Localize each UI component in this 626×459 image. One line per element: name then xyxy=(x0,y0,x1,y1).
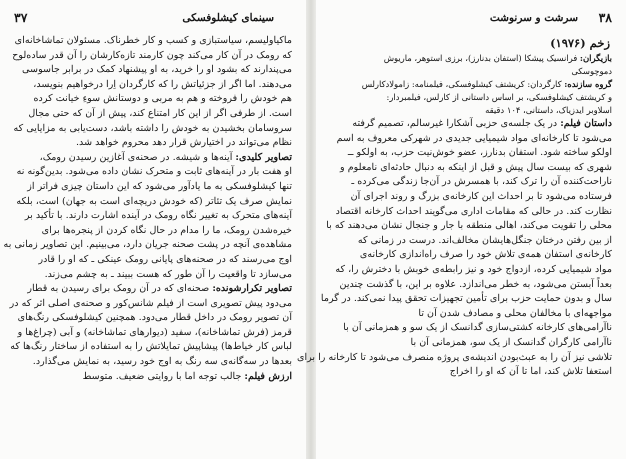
text-line: نمایش صرف یک تئاتر (که خودش دریچه‌ای است به جهان) است، بلکه xyxy=(16,195,292,207)
text-line: مواد شیمیایی کرده، ازدواج خود و نیز رابطه‌ی خوبش با دخترش را، که xyxy=(335,263,612,275)
credit-line: و کریشتف کیشلوفسکی، بر اساس داستانی از کارلس، فیلمبردار: xyxy=(386,92,612,102)
text-line: قرمز (فرش تماشاخانه)، سفید (دیوارهای تماشاخانه) و آبی (چراغ‌ها و xyxy=(17,326,292,338)
text-line: بعدها در سه‌گانه‌ی سه رنگ به اوج خود رسید، به نمایش می‌گذارد. xyxy=(32,356,292,368)
text-line: آن تصویر رومک در داخل قطار می‌دود. همچنین کیشلوفسکی رنگ‌های xyxy=(17,312,292,324)
text-line: می‌پندارند که بشود او را خرید، به او پیشنهاد کمک در برابر جاسوسی xyxy=(22,64,292,76)
text-line: ناراحت‌کننده آن را ترک کند، با همسرش در آن‌جا زندگی می‌کرده ـ xyxy=(351,176,612,188)
book-gutter xyxy=(306,0,316,459)
text-line: سال و بدون حمایت حزب برای تأمین تجهیزات تحقق پیدا نمی‌کند. در گرما xyxy=(320,293,612,305)
text-line: ناآرامی‌های کارخانه کشتی‌سازی گدانسک از یک سو و همزمانی آن با xyxy=(343,322,612,334)
text-line: هم خودش را فروخته و هم به مربی و دوستانش سوءِ خیانت کرده xyxy=(33,93,292,105)
running-title: سرشت و سرنوشت xyxy=(489,12,578,24)
right-running-head xyxy=(330,12,612,26)
text-line: تصاویر کلیدی: آینه‌ها و شیشه. در صحنه‌ی آغازین رسیدن رومک، xyxy=(39,151,292,163)
text-line: داستان فیلم: در یک جلسه‌ی حزبی آشکارا غیرسالم، تصمیم گرفته xyxy=(352,118,612,129)
text-line: شهری که بیست سال پیش و قبل از اینکه به دنبال حادثه‌ای نامعلوم و xyxy=(340,161,612,173)
credit-line: بازیگران: فرانسیک پیشکا (استفان بدنارز)، برزی استوهر، ماریوش xyxy=(383,53,612,63)
page-number: ۳۷ xyxy=(14,10,28,25)
text-line: تنها کیشلوفسکی به ما یادآور می‌شود که این داستان چیزی فراتر از xyxy=(27,180,292,192)
right-page-text xyxy=(296,34,612,380)
text-line: که رومک در آن کار می‌کند چون کارمند تازه‌کارشان را آن قدر ساده‌لوح xyxy=(12,49,292,61)
credit-line: دموچوسکی xyxy=(571,66,612,76)
text-line: می‌دهند. اما اگر از جزئیاتش را که کارگردان اِرا درخواهیم بنویسد، xyxy=(33,78,292,90)
text-line: مواجهه‌ای با مخالفان محلی و مصادف شدن آن تا xyxy=(418,307,612,319)
left-page-text xyxy=(3,34,292,384)
right-page xyxy=(296,0,626,459)
text-line: او هفت بار در آینه‌های ثابت و متحرک نشان داده می‌شود. بدین‌گونه نه xyxy=(16,166,292,178)
left-running-head xyxy=(14,12,292,26)
text-line: از بین رفتن درختان جنگل‌هایشان مخالف‌اند. درست در زمانی که xyxy=(357,234,612,246)
text-line: می‌سازد تا واقعیت را آن طور که هست ببیند ـ به چشم می‌زند. xyxy=(44,268,292,280)
text-line: مشاهده‌ی آنچه در پشت صحنه جریان دارد، می‌بینیم. این تصاویر زمانی به xyxy=(3,239,292,251)
text-line: اولکو ساخته شود. استفان بدنارز، عضو خوش‌نیت حزب، به اولکو ــ xyxy=(347,147,612,159)
text-line: محلی را تقویت می‌کند، اهالی منطقه با جار و جنجال نشان می‌دهند که با xyxy=(326,220,612,232)
text-line: نظام می‌تواند در اختیارش قرار دهد محروم خواهد شد. xyxy=(75,137,292,149)
credit-line: اسلاوبر ایدزیاک، داستانی، ۱۰۴ دقیقه xyxy=(485,105,612,115)
film-heading: زخم (۱۹۷۶) xyxy=(550,36,610,50)
film-credits xyxy=(332,52,612,117)
credit-line: گروه سازنده: کارگردان: کریشتف کیشلوفسکی، فیلمنامه: زامولادکارلس xyxy=(361,79,612,89)
text-line: لباس کار خیاط‌ها) پیشاپیش تمایلاتش را به استفاده از ساختار رنگ‌ها که xyxy=(10,341,292,353)
left-page xyxy=(0,0,306,459)
text-line: ماکیاولیسم، سیاستبازی و کسب و کار خطرناک. مسئولان تماشاخانه‌ای xyxy=(14,35,292,46)
text-line: آینه‌های متحرک به تغییر نگاه رومک در آینده اشارت دارند. با تأکید بر xyxy=(24,210,292,222)
text-line: ناآرامی کارگران گدانسک از یک سو، همزمانی آن با xyxy=(410,336,612,348)
text-line: اوج می‌رسند که در صحنه‌های پایانی رومک عینکی ـ که او را قادر xyxy=(38,253,292,265)
text-line: خیره‌شدن رومک، ما را مدام در حال نگاه کردن از پنجره‌ها برای xyxy=(41,224,292,236)
text-line: می‌شود تا کارخانه‌ای مواد شیمیایی جدیدی در شهرکی معروف به اسم xyxy=(336,132,612,144)
running-title: سینمای کیشلوفسکی xyxy=(182,12,274,24)
text-line: بعداً آبستن می‌شود، به خطر می‌اندازد. علاوه بر این، با گذشت چندین xyxy=(339,278,612,290)
text-line: استعفا تلاش کند، اما تا آن که او را اخراج xyxy=(449,366,612,378)
text-line: تصاویر تکرارشونده: صحنه‌ای که در آن رومک برای رسیدن به قطار xyxy=(27,283,292,295)
text-line: می‌دود پیش تصویری است از فیلم شانس‌کور و صحنه‌ی اصلی اثر که در xyxy=(9,297,292,309)
text-line: سروسامان بخشیدن به خودش را داشته باشد، دست‌یابی به مزایایی که xyxy=(13,122,292,134)
text-line: ارزش فیلم: جالب توجه اما با روایتی ضعیف. متوسط xyxy=(82,370,292,382)
text-line: تلاشی نیز آن را به عبث‌بودن اندیشه‌ی پروژه منصرف می‌شود تا کارخانه را برای xyxy=(296,351,612,363)
text-line: است. از طرفی اگر از این کار امتناع کند، پیش از آن که حتی مجال xyxy=(28,107,292,119)
text-line: فرستاده می‌شود تا بر احداث این کارخانه‌ی بزرگ و روند اجرای آن xyxy=(350,190,612,202)
page-number: ۳۸ xyxy=(598,10,612,25)
text-line: نظارت کند. در حالی که مقامات اداری می‌گویند احداث کارخانه اقتصاد xyxy=(335,205,612,217)
film-synopsis xyxy=(296,117,612,380)
text-line: کارخانه‌ی استفان همه‌ی تلاش خود را صرف راه‌اندازی کارخانه‌ی xyxy=(359,249,612,261)
